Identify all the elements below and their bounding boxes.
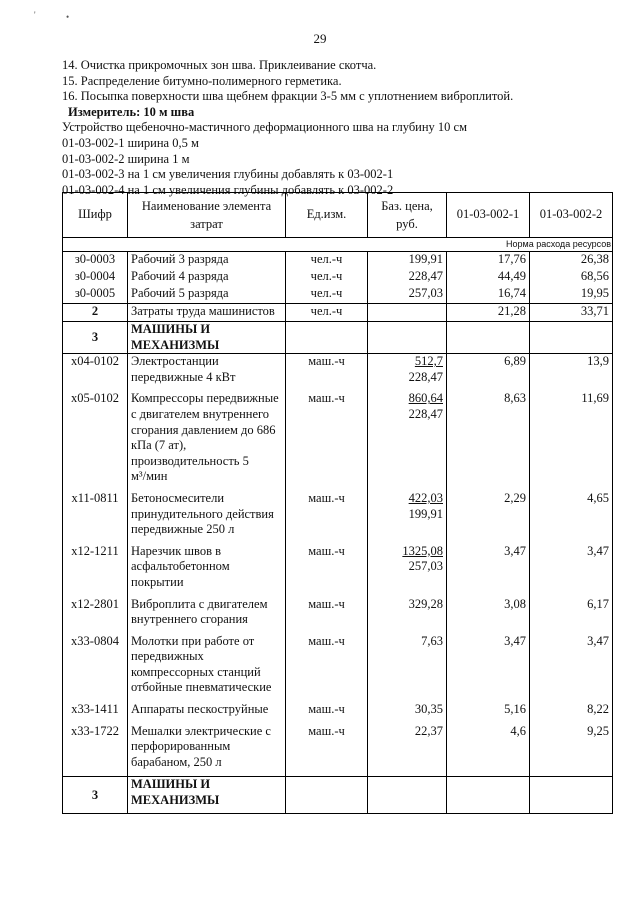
name-line: асфальтобетонном	[131, 559, 230, 574]
cell-v1: 17,76	[447, 252, 530, 270]
cell-code: х04-0102	[63, 354, 128, 386]
section-number: 3	[63, 322, 128, 354]
step: 15. Распределение битумно-полимерного герметика.	[62, 73, 342, 88]
cell-code: х05-0102	[63, 391, 128, 485]
cell-unit: маш.-ч	[286, 724, 368, 771]
machine-row	[63, 724, 613, 771]
step: 16. Посыпка поверхности шва щебнем фракции 3-5 мм с уплотнением виброплитой.	[62, 89, 514, 104]
corner-mark: •	[66, 12, 70, 22]
section-title-line: МАШИНЫ И	[131, 777, 211, 792]
name-line: Электростанции	[131, 354, 219, 369]
price-value: 1325,08	[402, 543, 443, 558]
cell-unit: маш.-ч	[286, 544, 368, 591]
machine-row	[63, 354, 613, 386]
table-header	[63, 193, 613, 238]
name-line: компрессорных станций	[131, 664, 261, 679]
name-line: кПа (7 ат),	[131, 438, 187, 453]
cell-name: Рабочий 3 разряда	[128, 252, 286, 270]
cell-unit: маш.-ч	[286, 391, 368, 485]
section-title	[128, 777, 286, 814]
cell-v2: 26,38	[530, 252, 613, 270]
work-description: Устройство щебеночно-мастичного деформационного шва на глубину 10 см	[62, 120, 468, 135]
section-title	[128, 322, 286, 354]
cell-unit: чел.-ч	[286, 252, 368, 270]
table-row	[63, 252, 613, 270]
name-line: барабаном, 250 л	[131, 754, 222, 769]
name-line: м³/мин	[131, 469, 168, 484]
cell-price	[368, 491, 447, 538]
name-line: сгорания давлением до 686	[131, 422, 276, 437]
cell-name	[128, 597, 286, 628]
cell-v1: 3,47	[447, 544, 530, 591]
cell-v2: 9,25	[530, 724, 613, 771]
cell-unit: маш.-ч	[286, 702, 368, 718]
price-value: 860,64	[408, 391, 443, 406]
cell-name: Рабочий 5 разряда	[128, 286, 286, 304]
cell-v2: 13,9	[530, 354, 613, 386]
machine-rows	[63, 354, 613, 777]
machine-row	[63, 491, 613, 538]
cell-name	[128, 544, 286, 591]
cell-code: з0-0005	[63, 286, 128, 304]
cell-code: х33-0804	[63, 634, 128, 696]
name-line: Бетоносмесители	[131, 490, 225, 505]
cell-name: Затраты труда машинистов	[128, 304, 286, 322]
price-value: 422,03	[408, 490, 443, 505]
cell-code: х33-1722	[63, 724, 128, 771]
cell-code: х11-0811	[63, 491, 128, 538]
machinist-row	[63, 304, 613, 322]
price-secondary: 257,03	[408, 559, 443, 574]
price-value: 30,35	[414, 702, 443, 717]
cell-v2: 8,22	[530, 702, 613, 718]
name-line: покрытии	[131, 574, 184, 589]
norm-row	[63, 238, 613, 252]
section-title-line: МАШИНЫ И	[131, 322, 211, 336]
name-line: Молотки при работе от	[131, 633, 255, 648]
header-name: Наименование элемента затрат	[128, 193, 286, 238]
cell-v1: 44,49	[447, 269, 530, 286]
cell-price	[368, 702, 447, 718]
cell-v1: 2,29	[447, 491, 530, 538]
name-line: отбойные пневматические	[131, 680, 272, 695]
price-value: 329,28	[408, 596, 443, 611]
cell-price	[368, 304, 447, 322]
cell-v1: 4,6	[447, 724, 530, 771]
price-value: 22,37	[414, 723, 443, 738]
cell-v2: 6,17	[530, 597, 613, 628]
cell-price: 199,91	[368, 252, 447, 270]
step: 14. Очистка прикромочных зон шва. Приклеивание скотча.	[62, 58, 377, 72]
cell-unit: чел.-ч	[286, 269, 368, 286]
machine-row	[63, 634, 613, 696]
cell-v2: 4,65	[530, 491, 613, 538]
machine-row	[63, 391, 613, 485]
cell-code: 2	[63, 304, 128, 322]
name-line: передвижные 250 л	[131, 522, 235, 537]
header-code: Шифр	[63, 193, 128, 238]
cell-name: Рабочий 4 разряда	[128, 269, 286, 286]
cell-code: х33-1411	[63, 702, 128, 718]
cell-name	[128, 491, 286, 538]
header-col1: 01-03-002-1	[447, 193, 530, 238]
cell-unit: маш.-ч	[286, 491, 368, 538]
cell-v1: 6,89	[447, 354, 530, 386]
name-line: Нарезчик швов в	[131, 543, 222, 558]
page-number: 29	[313, 31, 327, 46]
cell-unit: маш.-ч	[286, 634, 368, 696]
cell-v2: 3,47	[530, 544, 613, 591]
cell-unit: чел.-ч	[286, 286, 368, 304]
item-line: 01-03-002-3 на 1 см увеличения глубины добавлять к 03-002-1	[62, 167, 394, 182]
cell-price	[368, 544, 447, 591]
name-line: Мешалки электрические с	[131, 723, 271, 738]
cell-v1: 16,74	[447, 286, 530, 304]
price-secondary: 228,47	[408, 406, 443, 421]
item-line: 01-03-002-4 на 1 см увеличения глубины добавлять к 03-002-2	[62, 182, 394, 197]
norm-label: Норма расхода ресурсов	[63, 238, 613, 252]
name-line: производительность 5	[131, 453, 249, 468]
cell-price	[368, 724, 447, 771]
name-line: внутреннего сгорания	[131, 612, 248, 627]
machine-row	[63, 702, 613, 718]
section-number: 3	[63, 777, 128, 814]
cell-v1: 21,28	[447, 304, 530, 322]
cell-code: х12-1211	[63, 544, 128, 591]
name-line: Виброплита с двигателем	[131, 596, 268, 611]
resource-table	[62, 192, 613, 814]
name-line: перфорированным	[131, 739, 231, 754]
cell-v2: 33,71	[530, 304, 613, 322]
section-title-line: МЕХАНИЗМЫ	[131, 793, 220, 808]
price-value: 512,7	[414, 354, 443, 369]
price-value: 7,63	[421, 633, 443, 648]
cell-unit: маш.-ч	[286, 354, 368, 386]
name-line: передвижные 4 кВт	[131, 369, 236, 384]
machine-row	[63, 597, 613, 628]
section-row	[63, 777, 613, 814]
cell-v1: 5,16	[447, 702, 530, 718]
cell-price	[368, 354, 447, 386]
cell-v1: 8,63	[447, 391, 530, 485]
price-secondary: 199,91	[408, 506, 443, 521]
measure-title: Измеритель: 10 м шва	[68, 104, 195, 119]
name-line: Компрессоры передвижные	[131, 391, 279, 406]
cell-v2: 3,47	[530, 634, 613, 696]
section-row	[63, 322, 613, 354]
cell-unit: чел.-ч	[286, 304, 368, 322]
cell-v1: 3,08	[447, 597, 530, 628]
cell-price: 228,47	[368, 269, 447, 286]
section-title-line: МЕХАНИЗМЫ	[131, 337, 220, 352]
header-unit: Ед.изм.	[286, 193, 368, 238]
cell-code: з0-0004	[63, 269, 128, 286]
price-secondary: 228,47	[408, 369, 443, 384]
cell-code: з0-0003	[63, 252, 128, 270]
cell-unit: маш.-ч	[286, 597, 368, 628]
cell-name	[128, 634, 286, 696]
cell-price	[368, 634, 447, 696]
cell-name	[128, 391, 286, 485]
item-line: 01-03-002-1 ширина 0,5 м	[62, 135, 199, 150]
cell-name	[128, 354, 286, 386]
name-line: принудительного действия	[131, 506, 274, 521]
table-row	[63, 269, 613, 286]
table-row	[63, 286, 613, 304]
name-line: передвижных	[131, 649, 204, 664]
cell-price	[368, 391, 447, 485]
cell-price	[368, 597, 447, 628]
header-col2: 01-03-002-2	[530, 193, 613, 238]
item-line: 01-03-002-2 ширина 1 м	[62, 151, 190, 166]
cell-v2: 68,56	[530, 269, 613, 286]
cell-price: 257,03	[368, 286, 447, 304]
corner-mark: '	[34, 10, 36, 20]
cell-name	[128, 702, 286, 718]
machine-row	[63, 544, 613, 591]
intro-block	[62, 58, 622, 198]
cell-name	[128, 724, 286, 771]
cell-v1: 3,47	[447, 634, 530, 696]
cell-code: х12-2801	[63, 597, 128, 628]
cell-v2: 11,69	[530, 391, 613, 485]
cell-v2: 19,95	[530, 286, 613, 304]
name-line: Аппараты пескоструйные	[131, 702, 269, 717]
name-line: с двигателем внутреннего	[131, 406, 270, 421]
header-price: Баз. цена, руб.	[368, 193, 447, 238]
